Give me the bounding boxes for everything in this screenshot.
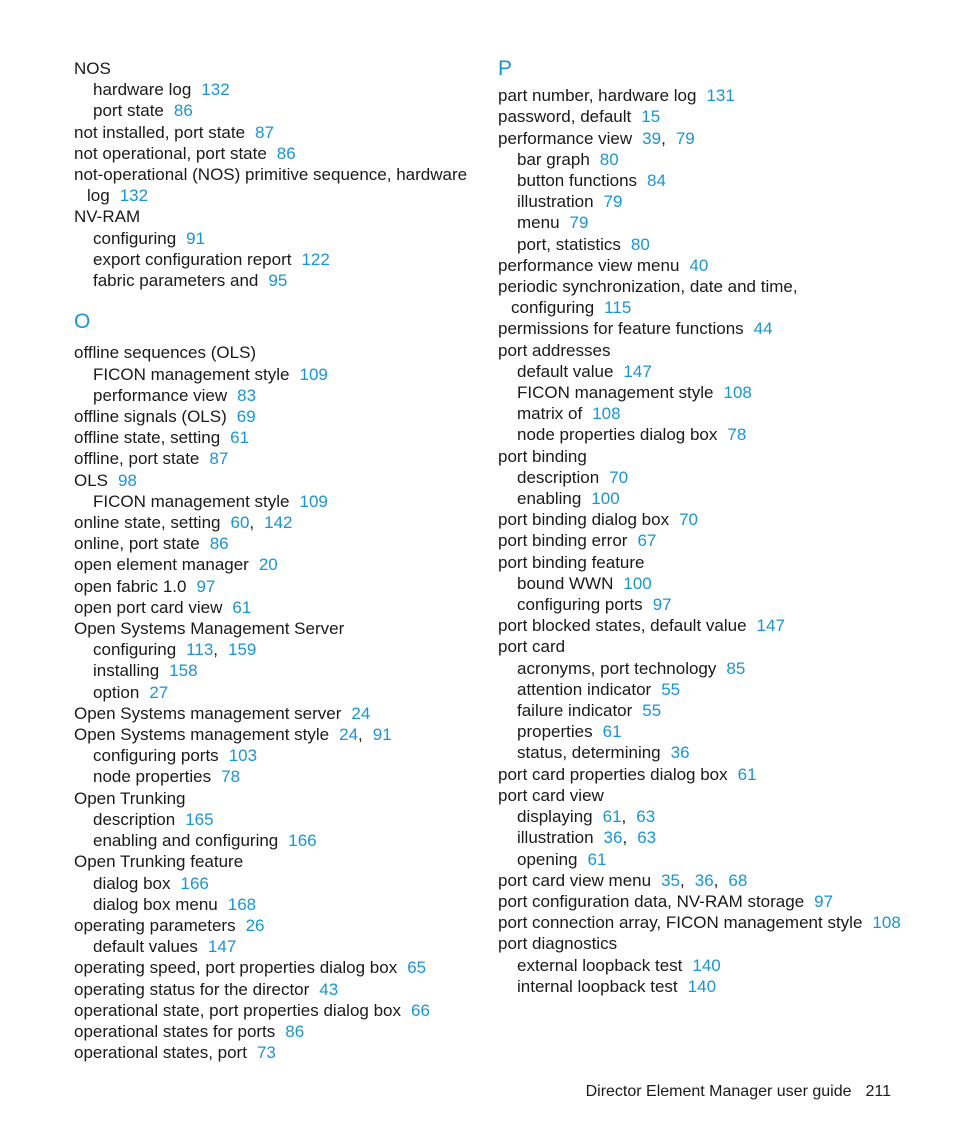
index-subentry bbox=[498, 191, 918, 212]
page-link[interactable]: 61 bbox=[602, 807, 622, 827]
index-term: offline signals (OLS) bbox=[74, 407, 227, 427]
page-link[interactable]: 39 bbox=[642, 128, 662, 148]
page-link[interactable]: 95 bbox=[268, 271, 288, 291]
index-entry bbox=[74, 957, 474, 978]
index-term: illustration bbox=[517, 192, 594, 212]
index-term: port card bbox=[498, 637, 566, 657]
index-entry bbox=[498, 870, 918, 891]
page-link[interactable]: 147 bbox=[756, 616, 785, 636]
page-link[interactable]: 103 bbox=[228, 746, 258, 766]
index-entry bbox=[498, 128, 918, 149]
index-term: configuring bbox=[93, 640, 177, 660]
index-term: password, default bbox=[498, 107, 632, 127]
index-entry bbox=[74, 576, 474, 597]
index-term: installing bbox=[93, 661, 160, 681]
index-entry bbox=[498, 891, 918, 912]
index-entry bbox=[74, 164, 474, 206]
index-entry bbox=[74, 1021, 474, 1042]
index-term: open port card view bbox=[74, 597, 223, 617]
index-subentry bbox=[74, 766, 474, 787]
page-link[interactable]: 166 bbox=[180, 873, 209, 893]
index-subentry bbox=[498, 212, 918, 233]
page-link[interactable]: 115 bbox=[604, 298, 632, 318]
page-link[interactable]: 83 bbox=[237, 385, 257, 405]
index-term: open fabric 1.0 bbox=[74, 576, 187, 596]
index-subentry bbox=[498, 361, 918, 382]
page-link[interactable]: 79 bbox=[569, 213, 589, 233]
index-term: performance view menu bbox=[498, 255, 680, 275]
index-column-left bbox=[74, 58, 474, 1063]
page-link[interactable]: 108 bbox=[723, 383, 752, 403]
index-term: displaying bbox=[517, 807, 593, 827]
page-separator: , bbox=[680, 870, 685, 890]
page-link[interactable]: 70 bbox=[609, 467, 629, 487]
page-link[interactable]: 131 bbox=[706, 86, 735, 106]
page-separator: , bbox=[621, 807, 627, 827]
page-link[interactable]: 140 bbox=[692, 955, 721, 975]
index-term: not-operational (NOS) primitive sequence, hardware log bbox=[74, 165, 468, 206]
index-term: Open Systems management server bbox=[74, 703, 342, 723]
index-subentry bbox=[498, 658, 918, 679]
index-subentry bbox=[498, 467, 918, 488]
page-link[interactable]: 61 bbox=[232, 597, 252, 617]
index-entry bbox=[74, 122, 474, 143]
page-link[interactable]: 91 bbox=[372, 725, 392, 745]
page-link[interactable]: 79 bbox=[603, 192, 623, 212]
index-term: port binding bbox=[498, 446, 587, 466]
index-entry bbox=[498, 785, 918, 806]
index-term: operating status for the director bbox=[74, 979, 310, 999]
index-entry bbox=[498, 933, 918, 954]
index-term: operational states, port bbox=[74, 1043, 247, 1063]
index-term: performance view bbox=[93, 385, 228, 405]
index-entry bbox=[498, 530, 918, 551]
page-link[interactable]: 91 bbox=[186, 228, 206, 248]
page-link[interactable]: 166 bbox=[288, 831, 317, 851]
page-link[interactable]: 40 bbox=[689, 255, 709, 275]
page-number: 211 bbox=[865, 1083, 891, 1100]
page-separator: , bbox=[249, 513, 255, 533]
index-subentry bbox=[498, 573, 918, 594]
index-term: Open Systems Management Server bbox=[74, 619, 345, 639]
index-column-right bbox=[498, 58, 918, 997]
page-link[interactable]: 109 bbox=[299, 364, 328, 384]
index-entry bbox=[74, 406, 474, 427]
index-term: bar graph bbox=[517, 149, 590, 169]
page-link[interactable]: 86 bbox=[285, 1021, 305, 1041]
index-entry bbox=[74, 512, 474, 533]
page-footer bbox=[480, 1083, 891, 1101]
index-term: export configuration report bbox=[93, 249, 292, 269]
index-term: port state bbox=[93, 101, 164, 121]
index-term: permissions for feature functions bbox=[498, 319, 744, 339]
index-subentry bbox=[74, 364, 474, 385]
page-link[interactable]: 63 bbox=[636, 807, 656, 827]
page-link[interactable]: 60 bbox=[230, 513, 250, 533]
index-term: not operational, port state bbox=[74, 143, 267, 163]
page-separator: , bbox=[661, 128, 666, 148]
page-link[interactable]: 78 bbox=[221, 767, 241, 787]
page-link[interactable]: 67 bbox=[637, 531, 657, 551]
index-term: node properties dialog box bbox=[517, 425, 718, 445]
index-subentry bbox=[498, 382, 918, 403]
page-link[interactable]: 70 bbox=[679, 510, 698, 530]
index-term: NV-RAM bbox=[74, 207, 141, 227]
page-link[interactable]: 140 bbox=[687, 976, 717, 996]
page-link[interactable]: 35 bbox=[661, 870, 680, 890]
page-link[interactable]: 108 bbox=[872, 913, 901, 933]
index-term: failure indicator bbox=[517, 701, 633, 721]
index-entry bbox=[498, 340, 918, 361]
index-term: status, determining bbox=[517, 743, 661, 763]
page-link[interactable]: 97 bbox=[196, 576, 216, 596]
index-term: attention indicator bbox=[517, 679, 652, 699]
index-subentry bbox=[74, 830, 474, 851]
page-link[interactable]: 79 bbox=[675, 128, 695, 148]
page-link[interactable]: 142 bbox=[264, 513, 293, 533]
index-term: port diagnostics bbox=[498, 934, 618, 954]
index-entry bbox=[74, 788, 474, 809]
index-entry bbox=[498, 276, 918, 318]
page-link[interactable]: 97 bbox=[652, 595, 672, 615]
index-term: bound WWN bbox=[517, 573, 614, 593]
index-term: port card view bbox=[498, 785, 604, 805]
index-subentry bbox=[498, 149, 918, 170]
index-entry bbox=[74, 206, 474, 227]
index-term: dialog box menu bbox=[93, 894, 218, 914]
page-link[interactable]: 87 bbox=[209, 449, 229, 469]
index-subentry bbox=[498, 700, 918, 721]
page-link[interactable]: 61 bbox=[602, 722, 622, 742]
index-term: description bbox=[93, 809, 176, 829]
index-term: FICON management style bbox=[93, 364, 290, 384]
page-link[interactable]: 66 bbox=[410, 1000, 430, 1020]
index-term: port addresses bbox=[498, 340, 611, 360]
index-term: performance view bbox=[498, 128, 633, 148]
index-subentry bbox=[498, 955, 918, 976]
index-term: default value bbox=[517, 361, 614, 381]
index-term: offline, port state bbox=[74, 449, 200, 469]
index-term: hardware log bbox=[93, 80, 192, 100]
index-subentry bbox=[498, 234, 918, 255]
page-link[interactable]: 61 bbox=[737, 764, 757, 784]
index-term: operational state, port properties dialog box bbox=[74, 1000, 401, 1020]
index-term: FICON management style bbox=[517, 383, 714, 403]
index-term: operational states for ports bbox=[74, 1021, 276, 1041]
index-term: port binding error bbox=[498, 531, 628, 551]
index-entry bbox=[498, 764, 918, 785]
index-subentry bbox=[74, 682, 474, 703]
index-subentry bbox=[74, 270, 474, 291]
index-subentry bbox=[74, 809, 474, 830]
page-link[interactable]: 147 bbox=[207, 937, 237, 957]
index-entry bbox=[498, 446, 918, 467]
index-entry bbox=[74, 554, 474, 575]
page-link[interactable]: 36 bbox=[603, 828, 623, 848]
index-term: external loopback test bbox=[517, 955, 683, 975]
index-entry bbox=[74, 1042, 474, 1063]
index-entry bbox=[74, 427, 474, 448]
page-link[interactable]: 27 bbox=[149, 682, 169, 702]
page-link[interactable]: 24 bbox=[351, 703, 371, 723]
index-entry bbox=[74, 342, 474, 363]
index-subentry bbox=[498, 403, 918, 424]
page-link[interactable]: 132 bbox=[201, 80, 230, 100]
page-link[interactable]: 97 bbox=[814, 891, 834, 911]
index-term: configuring ports bbox=[517, 595, 643, 615]
index-term: node properties bbox=[93, 767, 212, 787]
index-subentry bbox=[498, 594, 918, 615]
index-entry bbox=[498, 509, 918, 530]
index-subentry bbox=[498, 976, 918, 997]
index-entry bbox=[74, 703, 474, 724]
index-term: port, statistics bbox=[517, 234, 621, 254]
index-subentry bbox=[74, 491, 474, 512]
index-term: NOS bbox=[74, 59, 111, 78]
page-separator: , bbox=[713, 870, 719, 890]
page-link[interactable]: 63 bbox=[637, 828, 657, 848]
index-term: offline sequences (OLS) bbox=[74, 343, 257, 363]
index-term: internal loopback test bbox=[517, 976, 678, 996]
index-subentry bbox=[498, 806, 918, 827]
section-letter: O bbox=[74, 310, 91, 334]
index-entry bbox=[74, 915, 474, 936]
page-link[interactable]: 86 bbox=[173, 101, 193, 121]
index-subentry bbox=[498, 721, 918, 742]
page-link[interactable]: 100 bbox=[623, 573, 652, 593]
page-link[interactable]: 80 bbox=[630, 234, 650, 254]
index-subentry bbox=[498, 424, 918, 445]
page-link[interactable]: 122 bbox=[301, 249, 330, 269]
page-link[interactable]: 24 bbox=[339, 725, 359, 745]
page-link[interactable]: 55 bbox=[661, 679, 681, 699]
page-link[interactable]: 165 bbox=[185, 809, 214, 829]
index-term: offline state, setting bbox=[74, 428, 221, 448]
page-link[interactable]: 87 bbox=[255, 122, 274, 142]
index-term: configuring bbox=[93, 228, 177, 248]
index-term: Open Systems management style bbox=[74, 725, 330, 745]
index-entry bbox=[74, 448, 474, 469]
index-term: fabric parameters and bbox=[93, 271, 259, 291]
index-term: open element manager bbox=[74, 555, 249, 575]
index-term: port blocked states, default value bbox=[498, 616, 747, 636]
index-term: enabling bbox=[517, 489, 582, 509]
page-link[interactable]: 100 bbox=[591, 489, 620, 509]
page-link[interactable]: 44 bbox=[753, 319, 773, 339]
index-entry bbox=[74, 597, 474, 618]
page-link[interactable]: 65 bbox=[407, 958, 427, 978]
index-entry bbox=[498, 615, 918, 636]
page-link[interactable]: 20 bbox=[258, 555, 278, 575]
index-entry bbox=[498, 106, 918, 127]
index-subentry bbox=[498, 170, 918, 191]
index-subentry bbox=[498, 488, 918, 509]
index-subentry bbox=[74, 894, 474, 915]
page-link[interactable]: 86 bbox=[209, 534, 229, 554]
page-link[interactable]: 26 bbox=[245, 915, 265, 935]
page-link[interactable]: 86 bbox=[276, 143, 296, 163]
index-term: button functions bbox=[517, 171, 638, 190]
index-subentry bbox=[74, 660, 474, 681]
index-entry bbox=[74, 1000, 474, 1021]
index-term: operating parameters bbox=[74, 915, 236, 935]
page-link[interactable]: 43 bbox=[319, 979, 339, 999]
index-term: acronyms, port technology bbox=[517, 658, 717, 678]
page-link[interactable]: 69 bbox=[236, 407, 256, 427]
page-separator: , bbox=[213, 640, 219, 660]
index-term: option bbox=[93, 682, 140, 702]
index-entry bbox=[74, 58, 474, 79]
index-term: port binding dialog box bbox=[498, 510, 670, 530]
index-term: port configuration data, NV-RAM storage bbox=[498, 891, 805, 911]
index-subentry bbox=[74, 936, 474, 957]
page-link[interactable]: 168 bbox=[227, 894, 257, 914]
page-link[interactable]: 147 bbox=[623, 361, 652, 381]
page-link[interactable]: 85 bbox=[726, 658, 746, 678]
index-term: menu bbox=[517, 213, 560, 233]
page-link[interactable]: 55 bbox=[642, 701, 662, 721]
page-link[interactable]: 36 bbox=[694, 870, 714, 890]
page-link[interactable]: 80 bbox=[599, 149, 619, 169]
index-term: Open Trunking bbox=[74, 788, 186, 808]
page-link[interactable]: 159 bbox=[228, 640, 257, 660]
index-entry bbox=[498, 912, 918, 933]
index-term: periodic synchronization, date and time, configuring bbox=[498, 277, 798, 318]
index-term: opening bbox=[517, 849, 578, 869]
page-separator: , bbox=[358, 725, 363, 745]
index-term: default values bbox=[93, 937, 198, 957]
index-term: operating speed, port properties dialog box bbox=[74, 958, 398, 978]
page-link[interactable]: 132 bbox=[119, 186, 149, 206]
index-subentry bbox=[74, 873, 474, 894]
index-entry bbox=[74, 143, 474, 164]
index-entry bbox=[498, 318, 918, 339]
index-entry bbox=[498, 85, 918, 106]
index-entry bbox=[498, 552, 918, 573]
index-term: OLS bbox=[74, 470, 109, 490]
index-subentry bbox=[498, 849, 918, 870]
index-term: FICON management style bbox=[93, 491, 290, 511]
page-link[interactable]: 98 bbox=[118, 470, 137, 490]
page-link[interactable]: 84 bbox=[647, 171, 666, 190]
page-link[interactable]: 158 bbox=[169, 661, 198, 681]
index-subentry bbox=[498, 679, 918, 700]
index-entry bbox=[74, 470, 474, 491]
page-link[interactable]: 108 bbox=[592, 404, 621, 424]
index-subentry bbox=[74, 385, 474, 406]
index-entry bbox=[74, 533, 474, 554]
index-term: illustration bbox=[517, 828, 594, 848]
index-term: not installed, port state bbox=[74, 122, 246, 142]
index-subentry bbox=[74, 228, 474, 249]
page-link[interactable]: 113 bbox=[186, 640, 214, 660]
index-term: enabling and configuring bbox=[93, 831, 279, 851]
page-link[interactable]: 36 bbox=[670, 743, 690, 763]
page-link[interactable]: 73 bbox=[256, 1043, 276, 1063]
index-subentry bbox=[74, 79, 474, 100]
index-entry bbox=[74, 851, 474, 872]
index-entry bbox=[74, 618, 474, 639]
section-letter: P bbox=[498, 57, 513, 80]
index-subentry bbox=[498, 827, 918, 848]
footer-title: Director Element Manager user guide bbox=[585, 1083, 852, 1100]
page-link[interactable]: 78 bbox=[727, 425, 747, 445]
page-link[interactable]: 61 bbox=[230, 428, 250, 448]
index-term: port card view menu bbox=[498, 870, 652, 890]
page-link[interactable]: 61 bbox=[587, 849, 607, 869]
index-subentry bbox=[74, 639, 474, 660]
index-term: port connection array, FICON management style bbox=[498, 913, 863, 933]
index-entry bbox=[74, 724, 474, 745]
index-term: port binding feature bbox=[498, 552, 645, 572]
index-subentry bbox=[74, 100, 474, 121]
index-term: properties bbox=[517, 722, 593, 742]
index-term: configuring ports bbox=[93, 746, 219, 766]
index-term: online state, setting bbox=[74, 513, 221, 533]
index-entry bbox=[498, 636, 918, 657]
index-subentry bbox=[74, 249, 474, 270]
index-term: port card properties dialog box bbox=[498, 764, 728, 784]
index-entry bbox=[498, 255, 918, 276]
index-term: description bbox=[517, 467, 600, 487]
page-link[interactable]: 68 bbox=[728, 870, 748, 890]
page-separator: , bbox=[622, 828, 628, 848]
index-term: Open Trunking feature bbox=[74, 852, 244, 872]
index-term: part number, hardware log bbox=[498, 86, 697, 106]
index-subentry bbox=[74, 745, 474, 766]
index-term: matrix of bbox=[517, 404, 583, 424]
index-entry bbox=[74, 979, 474, 1000]
page-link[interactable]: 109 bbox=[299, 491, 328, 511]
index-term: dialog box bbox=[93, 873, 171, 893]
index-subentry bbox=[498, 742, 918, 763]
index-term: online, port state bbox=[74, 534, 200, 554]
page-link[interactable]: 15 bbox=[641, 107, 661, 127]
